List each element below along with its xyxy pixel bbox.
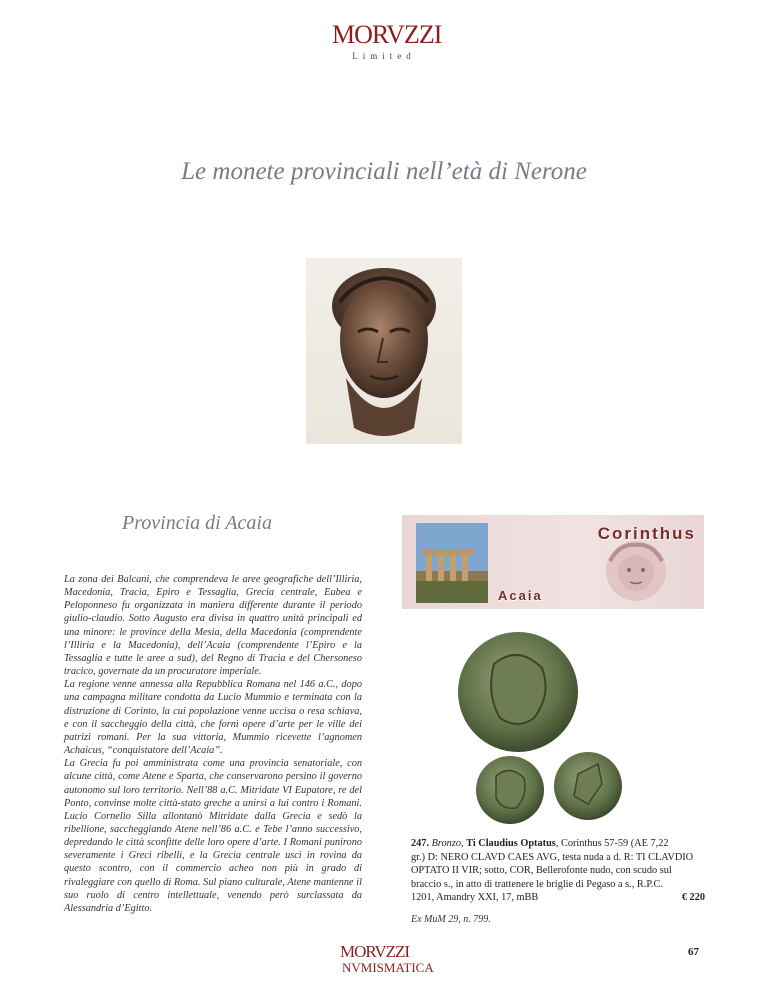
nero-bust-image	[306, 258, 462, 444]
moruzzi-numismatica-logo	[340, 942, 432, 986]
section-title: Provincia di Acaia	[122, 512, 272, 534]
corinthus-banner	[402, 515, 704, 609]
article-body	[64, 573, 362, 915]
paragraph: La Grecia fu poi amministrata come una provincia senatoriale, con alcune città, come Atene e Sparta, che conservarono persino il governo autonomo sul loro territorio. Nell’88 a.C. Mitridate VI Eupatore, re del Ponto, convinse molte città-stato greche a unirsi a lui contro i Romani. Lucio Cornelio Silla allontanò Mitridate dalla Grecia e sedò la ribellione, saccheggiando Atene nell’86 a.C. e Tebe l’anno successivo, depredando le città sconfitte delle loro opere d’arte. I Romani punirono severamente i Greci ribelli, e la Grecia centrale uscì in rovina da questo scontro, con il commercio acheo non più in grado di rivaleggiare con quello di Roma. Sul piano culturale, Atene mantenne il suo ruolo di centro intellettuale, venendo però surclassata da Alessandria d’Egitto.	[64, 758, 362, 914]
lot-metal: Bronzo	[431, 838, 461, 849]
temple-photo	[416, 523, 488, 603]
paragraph: La zona dei Balcani, che comprendeva le aree geografiche dell’Illiria, Macedonia, Tracia, Epiro e Tessaglia, Grecia centrale, Eubea e Peloponneso fu organizzata in maniera differente durante il periodo giulio-claudio. Sotto Augusto era divisa in quattro unità principali ed una minore: le province della Mesia, della Macedonia (comprendente l’Illiria e la Macedonia), dell’Acaia (comprendente l’Epiro e la Tessaglia e tutte le aree a sud), del Regno di Tracia e del Chersoneso tracico, governate da un procuratore imperiale.	[64, 574, 362, 678]
caption-line-3: OPTATO II VIR; sotto, COR, Bellerofonte nudo, con scudo sul	[411, 865, 672, 877]
banner-region: Acaia	[498, 588, 543, 603]
coin-enlarged-obverse	[458, 632, 578, 752]
paragraph: La regione venne annessa alla Repubblica Romana nel 146 a.C., dopo una campagna militare condotta da Lucio Mummio e terminata con la distruzione di Corinto, la cui popolazione venne uccisa o resa schiava, e con il saccheggio della città, che fornì opere d’arte per le ville dei patrizi romani. Per la sua vittoria, Mummio ricevette l’agnomen Achaicus, “conquistatore dell’Acaia”.	[64, 679, 362, 757]
lot-price: € 220	[681, 892, 705, 904]
moruzzi-limited-logo	[332, 20, 442, 64]
logo-sub: Limited	[352, 51, 416, 61]
lot-number: 247.	[411, 838, 430, 849]
page-number: 67	[688, 946, 699, 958]
logo-brand: MORVZZI	[332, 20, 442, 49]
footer-logo-line1: MORVZZI	[340, 942, 410, 961]
coin-images	[402, 614, 628, 834]
coin-reverse	[554, 752, 622, 820]
coin-obverse	[476, 756, 544, 824]
footer-logo-line2: NVMISMATICA	[342, 960, 434, 975]
caption-line-5	[411, 891, 705, 905]
caption-line-4: braccio s., in atto di trattenere le briglie di Pegaso a s., R.P.C.	[411, 878, 663, 890]
banner-city: Corinthus	[597, 524, 696, 543]
lot-line1-rest: , Corinthus 57-59 (AE 7,22	[555, 838, 669, 849]
lot-description	[411, 837, 705, 905]
lot-name: Ti Claudius Optatus	[466, 838, 556, 849]
lot-provenance: Ex MuM 29, n. 799.	[411, 914, 491, 925]
page-title: Le monete provinciali nell’età di Nerone	[181, 158, 587, 185]
medusa-face-decoration	[600, 535, 672, 607]
caption-line-1: 247. Bronzo, Ti Claudius Optatus, Corinthus 57-59 (AE 7,22	[411, 838, 669, 849]
caption-line-2: gr.) D: NERO CLAVD CAES AVG, testa nuda a d. R: TI CLAVDIO	[411, 851, 694, 863]
caption-line-5-text: 1201, Amandry XXI, 17, mBB	[411, 892, 539, 904]
